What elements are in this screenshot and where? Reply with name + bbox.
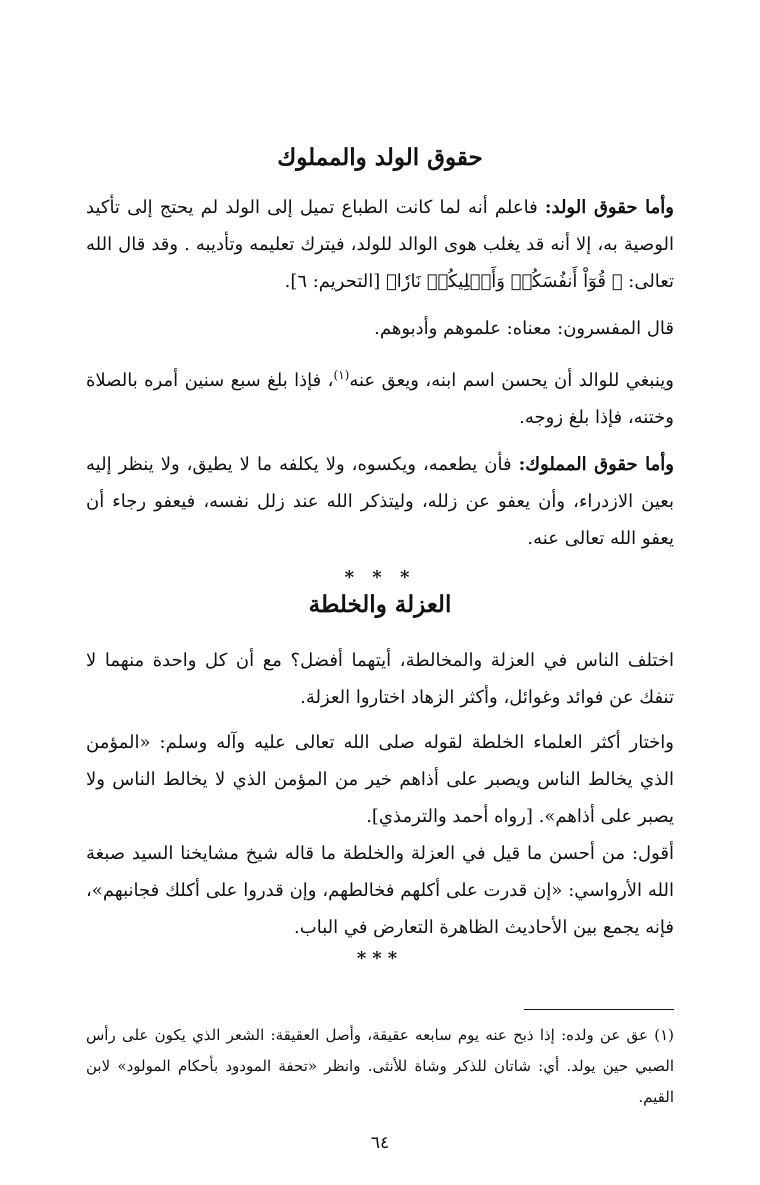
end-separator: *** (356, 947, 404, 969)
paragraph-commentators: قال المفسرون: معناه: علموهم وأدبوهم. (374, 317, 674, 339)
paragraph-slave-rights (86, 446, 674, 557)
footnote: (١) عق عن ولده: إذا ذبح عنه يوم سابعه عقيقة، وأصل العقيقة: الشعر الذي يكون على رأس الصبي حين يولد. أي: شاتان للذكر وشاة للأنثى. وانظر «تحفة المودود بأحكام المولود» لابن القيم. (86, 1026, 674, 1107)
heading-child-rights: وأما حقوق الولد: (544, 196, 674, 218)
text-slave-rights: فأن يطعمه، ويكسوه، ولا يكلفه ما لا يطيق، ولا ينظر إليه بعين الازدراء، وأن يعفو عن زلله، وليتذكر الله عند زلل نفسه، فيعفو رجاء أن يعفو الله تعالى عنه. (86, 453, 674, 549)
paragraph-author-opinion: أقول: من أحسن ما قيل في العزلة والخلطة ما قاله شيخ مشايخنا السيد صبغة الله الأرواسي: «إن قدرت على أكلهم فخالطهم، وإن قدروا على أكلك فجانبهم»، فإنه يجمع بين الأحاديث الظاهرة التعارض في الباب. (86, 842, 674, 938)
section-title-seclusion-and-mixing: العزلة والخلطة (308, 591, 452, 619)
text-child-rights: فاعلم أنه لما كانت الطباع تميل إلى الولد لم يحتج إلى تأكيد الوصية به، إلا أنه قد يغلب هوى الوالد للولد، فيترك تعليمه وتأديبه . وقد قال الله تعالى: ﴿ قُوٓاْ أَنفُسَكُمۡ وَأَهۡلِيكُمۡ نَارٗا﴾ [التحريم: ٦]. (86, 196, 674, 292)
page-number: ٦٤ (370, 1133, 390, 1154)
section-title-child-and-slave-rights: حقوق الولد والمملوك (277, 144, 483, 171)
paragraph-scholars-preference: واختار أكثر العلماء الخلطة لقوله صلى الله تعالى عليه وآله وسلم: «المؤمن الذي يخالط الناس ويصبر على أذاهم خير من المؤمن الذي لا يخالط الناس ولا يصبر على أذاهم». [رواه أحمد والترمذي]. (86, 731, 674, 827)
section-separator: * * * (344, 566, 416, 588)
heading-slave-rights: وأما حقوق المملوك: (518, 453, 674, 475)
paragraph-child-rights (86, 189, 674, 300)
text-naming: وينبغي للوالد أن يحسن اسم ابنه، ويعق عنه (349, 369, 674, 391)
paragraph-naming-and-aqiqa (86, 357, 674, 436)
text-naming-continued: ، فإذا بلغ سبع سنين أمره بالصلاة وختنه، فإذا بلغ زوجه. (86, 369, 674, 428)
paragraph-seclusion-dispute: اختلف الناس في العزلة والمخالطة، أيتهما أفضل؟ مع أن كل واحدة منهما لا تنفك عن فوائد وغوائل، وأكثر الزهاد اختاروا العزلة. (86, 649, 674, 708)
footnote-reference: (١) (333, 367, 350, 382)
